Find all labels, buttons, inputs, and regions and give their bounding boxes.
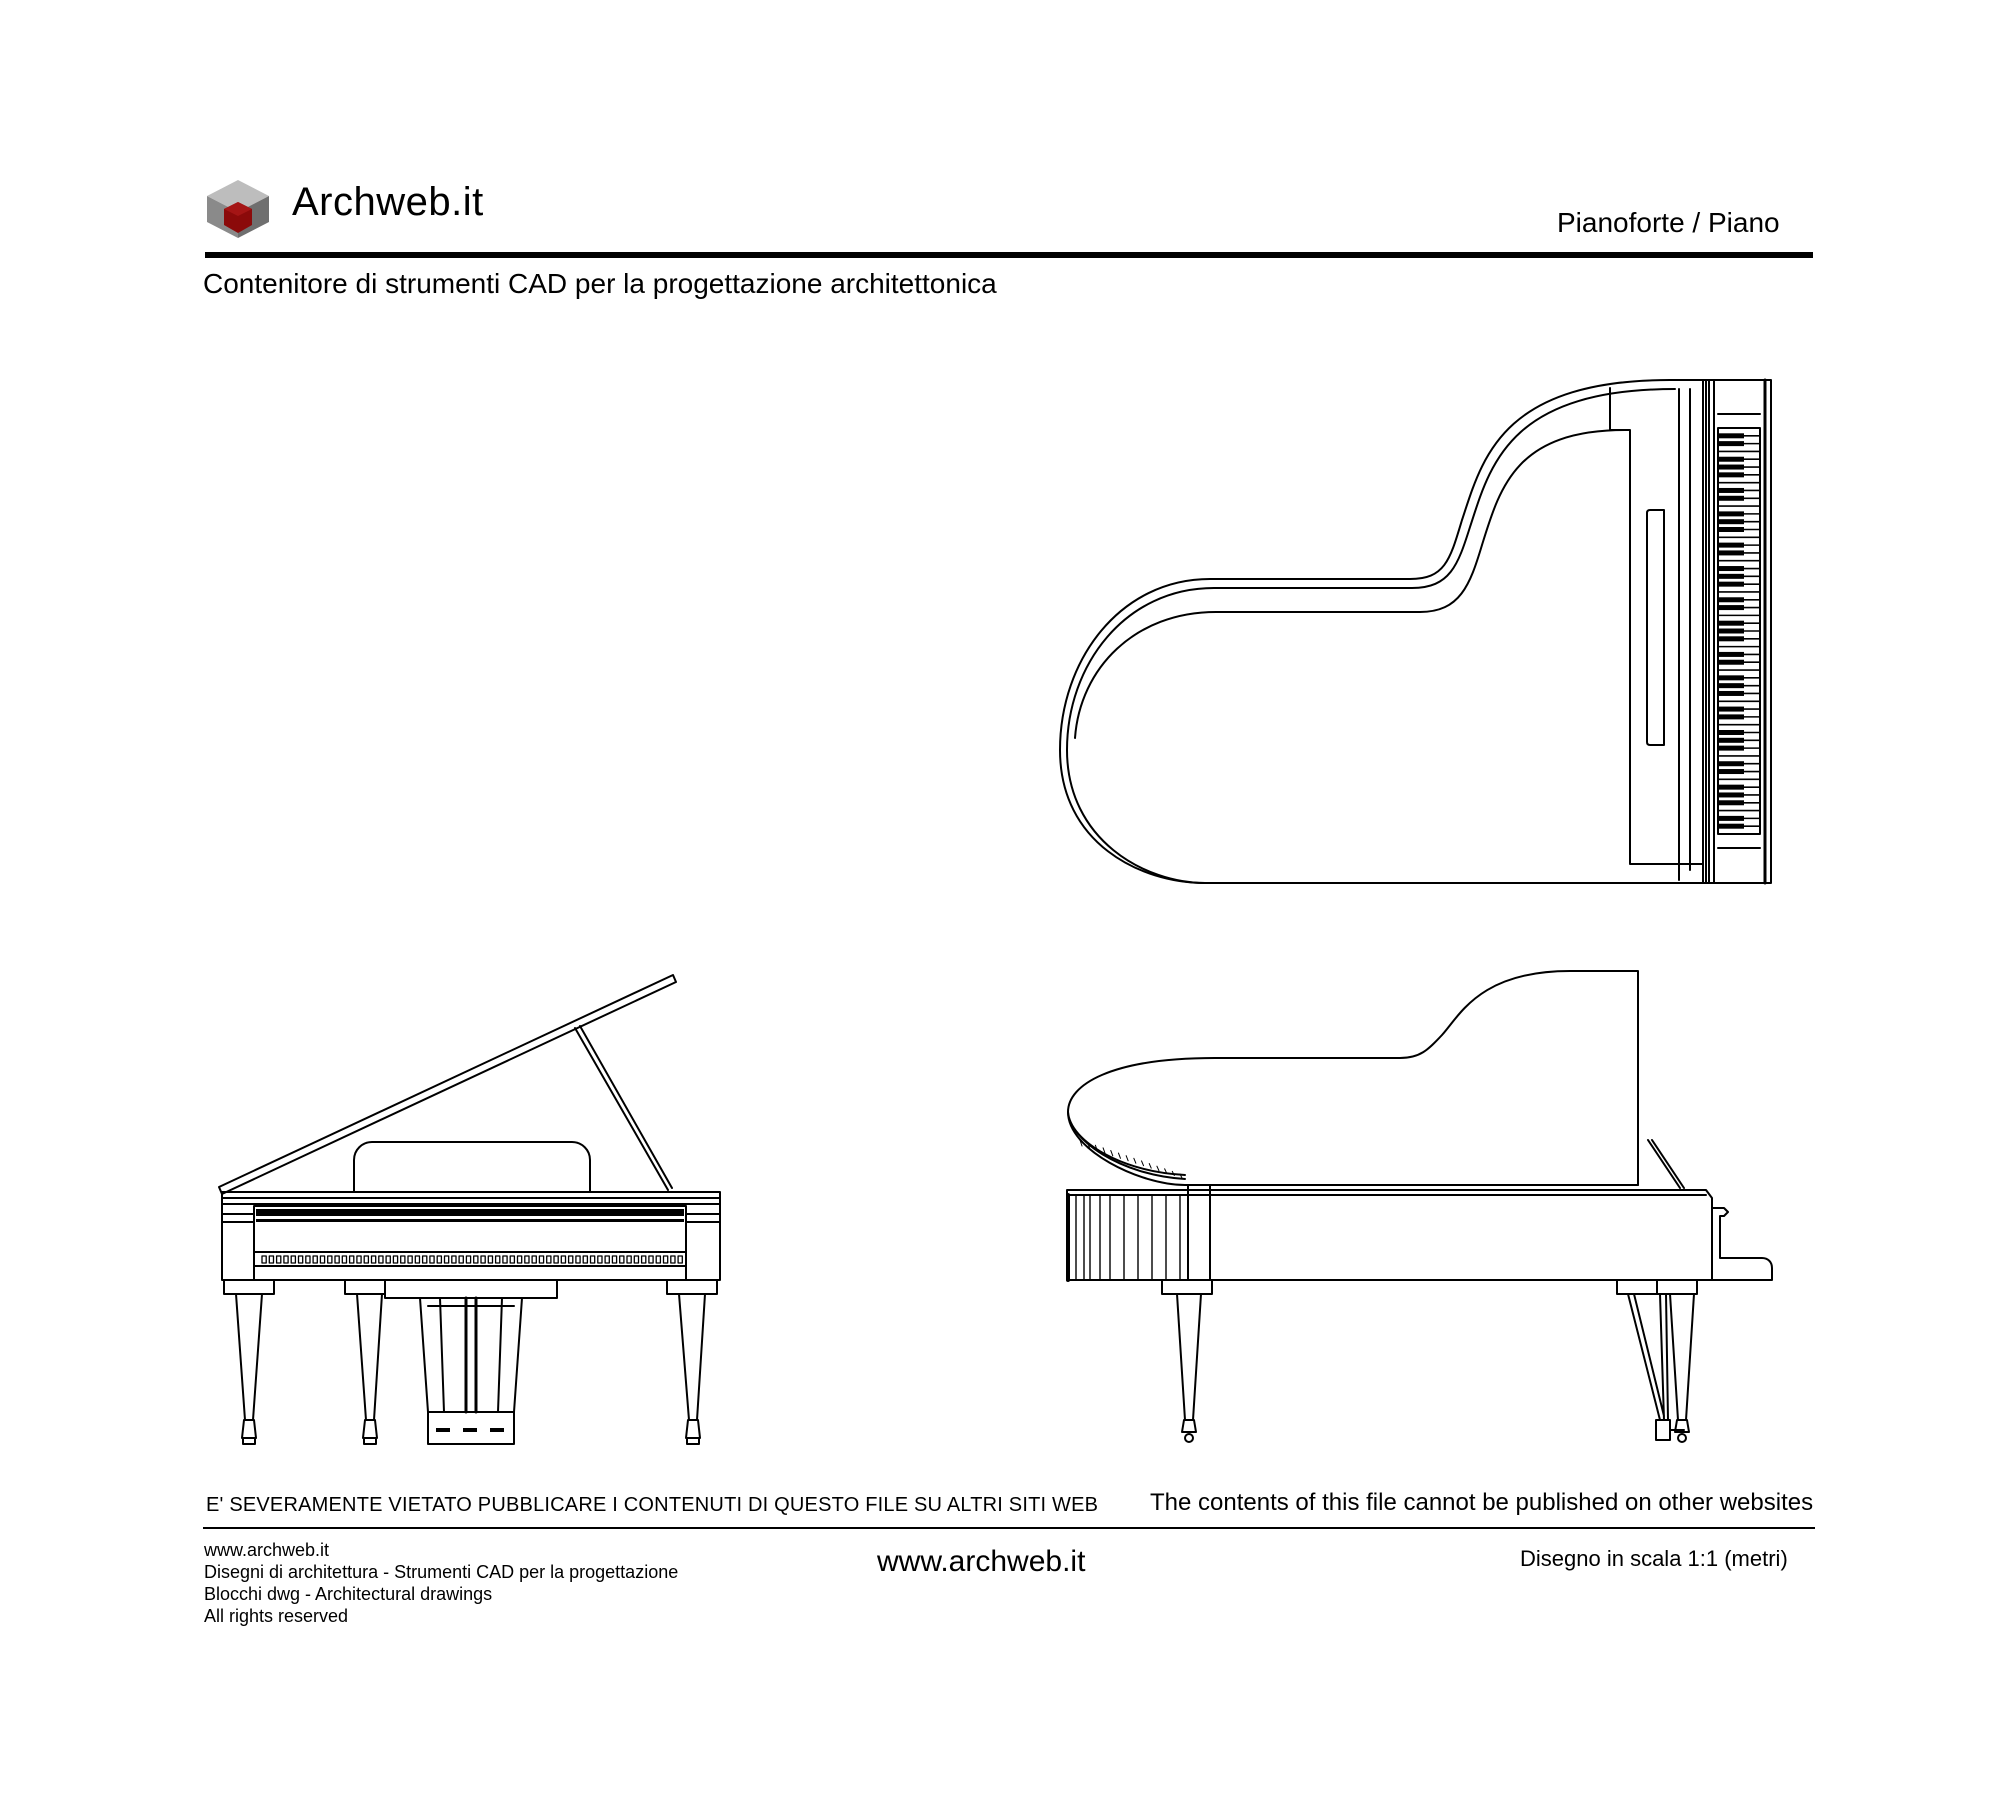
plan-black-key [1718,496,1744,501]
warning-italian: E' SEVERAMENTE VIETATO PUBBLICARE I CONTENUTI DI QUESTO FILE SU ALTRI SITI WEB [206,1494,1099,1516]
front-key [532,1256,536,1263]
front-key [591,1256,595,1263]
side-elevation [1067,971,1772,1442]
front-key [401,1256,405,1263]
front-key [518,1256,522,1263]
side-lid-hatch-line [1149,1164,1151,1169]
plan-black-key [1718,519,1744,524]
front-key [277,1256,281,1263]
plan-black-key [1718,488,1744,493]
front-key [598,1256,602,1263]
front-leg-left [236,1294,262,1420]
front-key [656,1256,660,1263]
front-key [620,1256,624,1263]
front-key [481,1256,485,1263]
plan-keys [1718,433,1760,828]
front-key [664,1256,668,1263]
footer-rule [203,1527,1815,1529]
front-key [539,1256,543,1263]
scale-note: Disegno in scala 1:1 (metri) [1520,1546,1788,1571]
front-key [466,1256,470,1263]
front-key [408,1256,412,1263]
front-key [671,1256,675,1263]
front-key [649,1256,653,1263]
plan-black-key [1718,769,1744,774]
front-key [262,1256,266,1263]
plan-black-key [1718,707,1744,712]
plan-black-key [1718,636,1744,641]
plan-black-key [1718,675,1744,680]
front-key [488,1256,492,1263]
plan-black-key [1718,441,1744,446]
front-pedal-lyre [420,1298,522,1412]
front-music-desk [354,1142,590,1192]
plan-black-key [1718,472,1744,477]
footer-site-url: www.archweb.it [877,1545,1086,1578]
plan-outline [1060,380,1703,883]
front-key [634,1256,638,1263]
front-key [554,1256,558,1263]
footer-line: Blocchi dwg - Architectural drawings [204,1584,493,1604]
front-keys [262,1256,682,1263]
plan-rim-2 [1075,430,1625,738]
plan-black-key [1718,714,1744,719]
front-leg-right [679,1294,705,1420]
front-key [459,1256,463,1263]
front-key [350,1256,354,1263]
front-key [364,1256,368,1263]
plan-black-key [1718,652,1744,657]
front-key [576,1256,580,1263]
plan-black-key [1718,621,1744,626]
drawing-title: Pianoforte / Piano [1557,207,1780,238]
front-key [386,1256,390,1263]
side-body [1067,1190,1712,1280]
side-lid [1068,971,1638,1185]
plan-black-key [1718,746,1744,751]
plan-black-key [1718,738,1744,743]
front-key [642,1256,646,1263]
plan-black-key [1718,800,1744,805]
front-key [284,1256,288,1263]
plan-black-key [1718,511,1744,516]
side-pedal-lyre [1628,1294,1668,1420]
plan-black-key [1718,582,1744,587]
side-lid-hatch-line [1157,1166,1159,1170]
plan-black-key [1718,683,1744,688]
subtitle: Contenitore di strumenti CAD per la progettazione architettonica [203,268,997,299]
front-key [299,1256,303,1263]
plan-rim-1 [1067,389,1675,883]
front-key [452,1256,456,1263]
front-key [320,1256,324,1263]
plan-black-key [1718,792,1744,797]
side-lid-hatch-line [1111,1150,1113,1155]
side-lid-hatch-line [1126,1156,1128,1161]
plan-black-key [1718,660,1744,665]
front-elevation [219,975,720,1444]
plan-black-key [1718,550,1744,555]
front-key [372,1256,376,1263]
plan-black-key [1718,730,1744,735]
front-key [379,1256,383,1263]
plan-black-key [1718,824,1744,829]
plan-black-key [1718,543,1744,548]
footer-line: All rights reserved [204,1606,349,1626]
front-key [547,1256,551,1263]
front-key [437,1256,441,1263]
plan-black-key [1718,816,1744,821]
front-leg-mid [357,1294,382,1420]
side-leg-right [1670,1294,1694,1420]
front-key [678,1256,682,1263]
plan-black-key [1718,605,1744,610]
plan-music-desk [1647,510,1664,745]
front-key [445,1256,449,1263]
plan-black-key [1718,465,1744,470]
front-key [335,1256,339,1263]
front-key [510,1256,514,1263]
side-keyboard [1712,1208,1772,1280]
front-key [342,1256,346,1263]
front-key [583,1256,587,1263]
front-key [503,1256,507,1263]
front-key [627,1256,631,1263]
front-key [569,1256,573,1263]
front-key [393,1256,397,1263]
front-key [357,1256,361,1263]
plan-black-key [1718,574,1744,579]
front-key [561,1256,565,1263]
front-key [328,1256,332,1263]
front-key [430,1256,434,1263]
plan-black-key [1718,785,1744,790]
front-key [269,1256,273,1263]
front-key [306,1256,310,1263]
front-key [313,1256,317,1263]
front-key [496,1256,500,1263]
side-leg-left [1177,1294,1201,1420]
footer-line: www.archweb.it [204,1540,330,1560]
plan-black-key [1718,527,1744,532]
side-lid-hatch-line [1118,1153,1120,1158]
side-lid-hatch-line [1142,1161,1144,1166]
front-key [415,1256,419,1263]
plan-black-key [1718,597,1744,602]
plan-black-key [1718,433,1744,438]
plan-black-key [1718,566,1744,571]
plan-black-key [1718,691,1744,696]
front-key [605,1256,609,1263]
warning-english: The contents of this file cannot be published on other websites [1150,1489,1814,1516]
plan-black-key [1718,761,1744,766]
front-key [423,1256,427,1263]
front-key [612,1256,616,1263]
front-key [291,1256,295,1263]
front-key [525,1256,529,1263]
side-lid-hatch-line [1134,1158,1136,1163]
footer-line: Disegni di architettura - Strumenti CAD per la progettazione [204,1562,679,1582]
brand-name: Archweb.it [292,180,484,224]
side-body-hatch [1068,1195,1180,1280]
plan-black-key [1718,457,1744,462]
plan-black-key [1718,629,1744,634]
plan-view [1060,380,1771,883]
front-key [474,1256,478,1263]
